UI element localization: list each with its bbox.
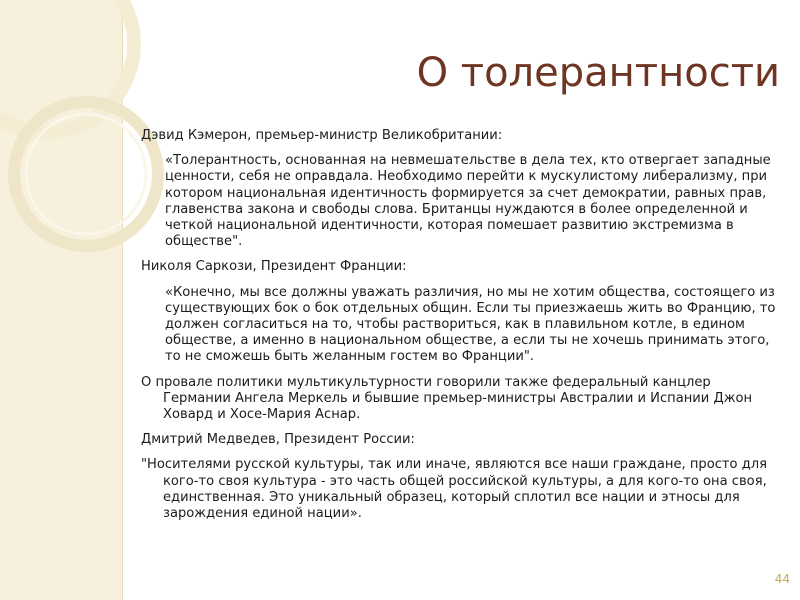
slide-body xyxy=(141,128,781,531)
paragraph-others: О провале политики мультикультурности говорили также федеральный канцлер Германии Ангела Меркель и бывшие премьер-министры Австралии и Испании Джон Ховард и Хосе-Мария Аснар. xyxy=(141,374,753,423)
paragraph-medvedev-quote: "Носителями русской культуры, так или иначе, являются все наши граждане, просто для кого-то своя культура - это часть общей российской культуры, а для кого-то она своя, единственная. Это уникальный образец, который сплотил все нации и этносы для зарождения единой нации». xyxy=(141,457,768,522)
paragraph-cameron-quote: «Толерантность, основанная на невмешательстве в дела тех, кто отвергает западные ценности, себя не оправдала. Необходимо перейти к мускулистому либерализму, при котором национальная идентичность формируется за счет демократии, равных прав, главенства закона и свободы слова. Британцы нуждаются в более определенной и четкой национальной идентичности, которая помешает развитию экстремизма в обществе". xyxy=(165,153,771,250)
paragraph-cameron-heading: Дэвид Кэмерон, премьер-министр Великобритании: xyxy=(141,128,503,143)
paragraph-sarkozy-heading: Николя Саркози, Президент Франции: xyxy=(141,259,407,275)
page-number: 44 xyxy=(774,572,790,586)
ring-bottom-inner xyxy=(26,114,146,234)
slide-title: О толерантности xyxy=(416,50,780,96)
paragraph-sarkozy-quote: «Конечно, мы все должны уважать различия, но мы не хотим общества, состоящего из существующих бок о бок отдельных общин. Если ты приезжаешь жить во Францию, то должен согласиться на то, чтобы раствориться, как в плавильном котле, в едином обществе, а именно в национальном обществе, а если ты не хочешь принимать этого, то не сможешь быть желанным гостем во Франции". xyxy=(165,284,776,365)
paragraph-medvedev-heading: Дмитрий Медведев, Президент России: xyxy=(141,432,415,448)
